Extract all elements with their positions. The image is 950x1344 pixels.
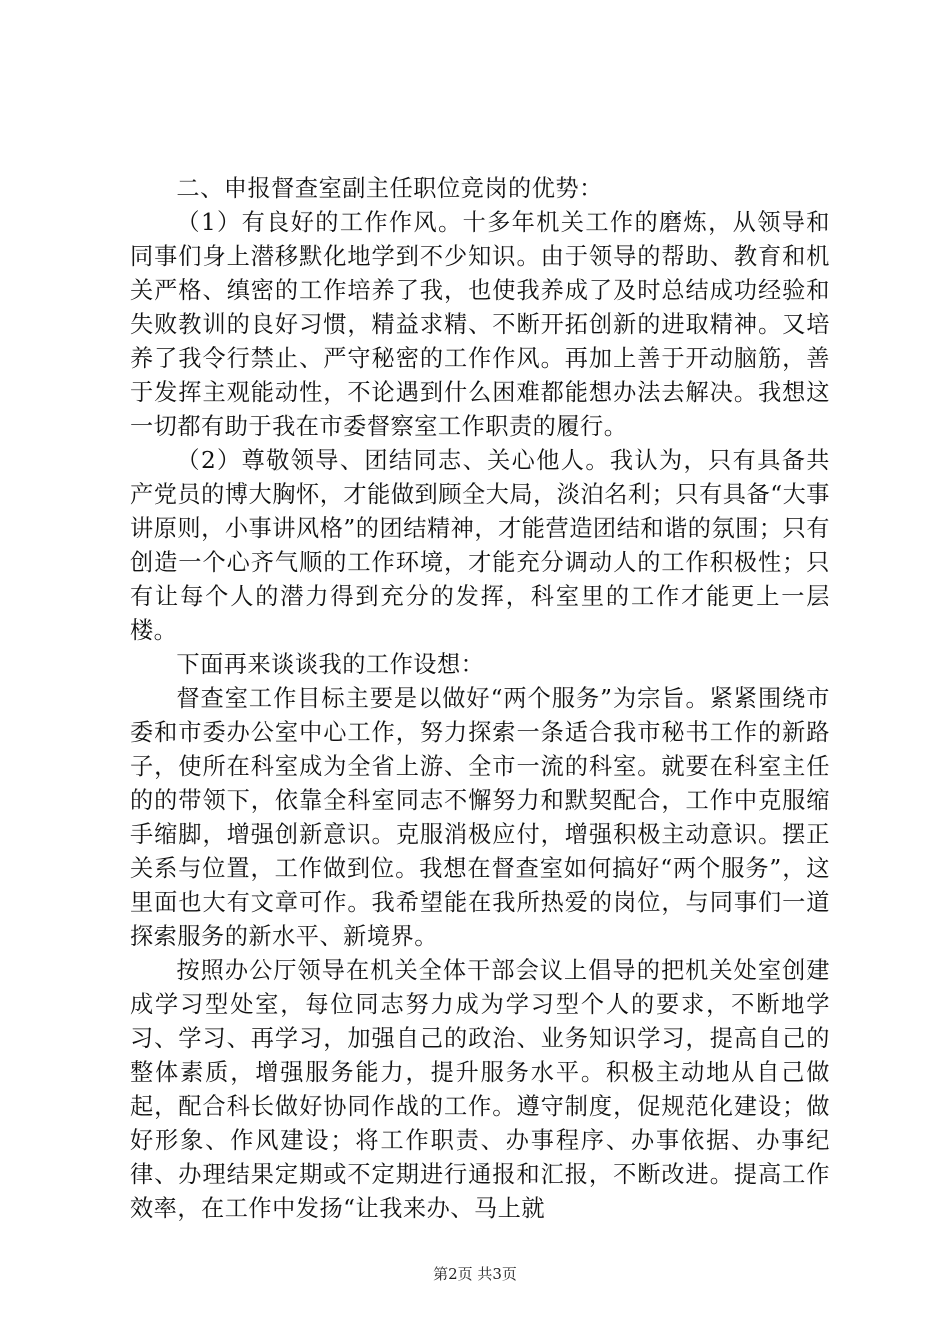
- paragraph-work-plan-intro: 下面再来谈谈我的工作设想：: [176, 651, 485, 678]
- paragraph-learning-requirements: 按照办公厅领导在机关全体干部会议上倡导的把机关处室创建成学习型处室，每位同志努力成为学习型个人的要求，不断地学习、学习、再学习，加强自己的政治、业务知识学习，提高自己的整体素质，增强服务能力，提升服务水平。积极主动地从自己做起，配合科长做好协同作战的工作。遵守制度，促规范化建设；做好形象、作风建设；将工作职责、办事程序、办事依据、办事纪律、办理结果定期或不定期进行通报和汇报，不断改进。提高工作效率，在工作中发扬“让我来办、马上就: [130, 957, 830, 1222]
- paragraph-work-style: （1）有良好的工作作风。十多年机关工作的磨炼，从领导和同事们身上潜移默化地学到不少知识。由于领导的帮助、教育和机关严格、缜密的工作培养了我，也使我养成了及时总结成功经验和失败教训的良好习惯，精益求精、不断开拓创新的进取精神。又培养了我令行禁止、严守秘密的工作作风。再加上善于开动脑筋，善于发挥主观能动性，不论遇到什么困难都能想办法去解决。我想这一切都有助于我在市委督察室工作职责的履行。: [130, 209, 830, 440]
- paragraph-work-goals: 督查室工作目标主要是以做好“两个服务”为宗旨。紧紧围绕市委和市委办公室中心工作，努力探索一条适合我市秘书工作的新路子，使所在科室成为全省上游、全市一流的科室。就要在科室主任的的带领下，依靠全科室同志不懈努力和默契配合，工作中克服缩手缩脚，增强创新意识。克服消极应付，增强积极主动意识。摆正关系与位置，工作做到位。我想在督查室如何搞好“两个服务”，这里面也大有文章可作。我希望能在我所热爱的岗位，与同事们一道探索服务的新水平、新境界。: [130, 685, 830, 950]
- page-number-footer: 第2页 共3页: [433, 1265, 517, 1283]
- paragraph-respect-leaders: （2）尊敬领导、团结同志、关心他人。我认为，只有具备共产党员的博大胸怀，才能做到顾全大局，淡泊名利；只有具备“大事讲原则，小事讲风格”的团结精神，才能营造团结和谐的氛围；只有创造一个心齐气顺的工作环境，才能充分调动人的工作积极性；只有让每个人的潜力得到充分的发挥，科室里的工作才能更上一层楼。: [130, 447, 830, 644]
- document-body: [130, 172, 830, 1226]
- section-heading: 二、申报督查室副主任职位竞岗的优势：: [176, 175, 603, 202]
